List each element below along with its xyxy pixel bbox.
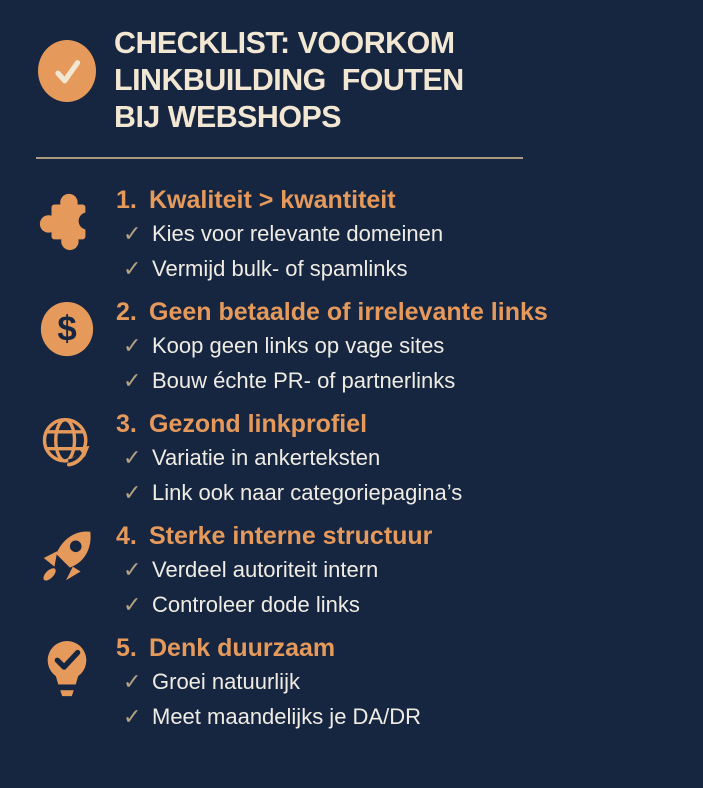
item-heading-text: Geen betaalde of irrelevante links (149, 298, 548, 326)
checkmark-icon: ✓ (123, 557, 142, 582)
list-item (116, 216, 443, 251)
item-heading (116, 409, 462, 440)
point-text: Controleer dode links (152, 592, 360, 617)
item-heading (116, 521, 432, 552)
point-text: Vermijd bulk- of spamlinks (152, 256, 408, 281)
point-text: Verdeel autoriteit intern (152, 557, 379, 582)
point-text: Kies voor relevante domeinen (152, 221, 444, 246)
list-item (116, 699, 421, 734)
item-number: 2. (116, 298, 137, 326)
title-line-3: BIJ WEBSHOPS (114, 99, 342, 134)
list-item (34, 633, 703, 734)
point-text: Link ook naar categoriepagina’s (152, 480, 463, 505)
lightbulb-icon (34, 633, 100, 734)
checklist-items (34, 185, 703, 734)
item-heading (116, 185, 443, 216)
list-item (34, 409, 703, 510)
list-item (116, 475, 462, 510)
list-item (116, 440, 462, 475)
checkmark-icon: ✓ (123, 221, 142, 246)
checkmark-icon: ✓ (123, 256, 142, 281)
puzzle-icon (34, 185, 100, 286)
list-item (116, 328, 548, 363)
item-body (116, 409, 462, 510)
header (34, 24, 703, 135)
check-badge (38, 40, 96, 102)
point-text: Koop geen links op vage sites (152, 333, 445, 358)
page-title (114, 24, 471, 135)
checkmark-icon: ✓ (123, 445, 142, 470)
checkmark-icon: ✓ (123, 704, 142, 729)
item-number: 4. (116, 522, 137, 550)
item-body (116, 633, 421, 734)
point-text: Groei natuurlijk (152, 669, 300, 694)
dollar-glyph: $ (57, 309, 77, 349)
checkmark-icon: ✓ (123, 368, 142, 393)
point-text: Variatie in ankerteksten (152, 445, 381, 470)
dollar-coin-icon (34, 297, 100, 398)
point-text: Bouw échte PR- of partnerlinks (152, 368, 456, 393)
list-item (34, 185, 703, 286)
checkmark-icon: ✓ (123, 592, 142, 617)
rocket-icon (34, 521, 100, 622)
item-heading-text: Denk duurzaam (149, 634, 336, 662)
item-heading (116, 297, 548, 328)
divider-line (36, 157, 523, 159)
list-item (116, 587, 432, 622)
list-item (116, 552, 432, 587)
list-item (34, 297, 703, 398)
list-item (116, 251, 443, 286)
checkmark-icon: ✓ (123, 669, 142, 694)
check-icon (49, 53, 85, 89)
item-number: 3. (116, 410, 137, 438)
point-text: Meet maandelijks je DA/DR (152, 704, 421, 729)
checkmark-icon: ✓ (123, 333, 142, 358)
list-item (116, 664, 421, 699)
item-heading-text: Gezond linkprofiel (149, 410, 368, 438)
item-body (116, 185, 443, 286)
checkmark-icon: ✓ (123, 480, 142, 505)
globe-icon (34, 409, 100, 510)
title-line-2: LINKBUILDING FOUTEN (114, 62, 464, 97)
item-heading-text: Sterke interne structuur (149, 522, 433, 550)
title-line-1: CHECKLIST: VOORKOM (114, 25, 455, 60)
item-body (116, 521, 432, 622)
item-number: 5. (116, 634, 137, 662)
list-item (116, 363, 548, 398)
item-number: 1. (116, 186, 137, 214)
item-heading (116, 633, 421, 664)
item-body (116, 297, 548, 398)
list-item (34, 521, 703, 622)
item-heading-text: Kwaliteit > kwantiteit (149, 186, 396, 214)
